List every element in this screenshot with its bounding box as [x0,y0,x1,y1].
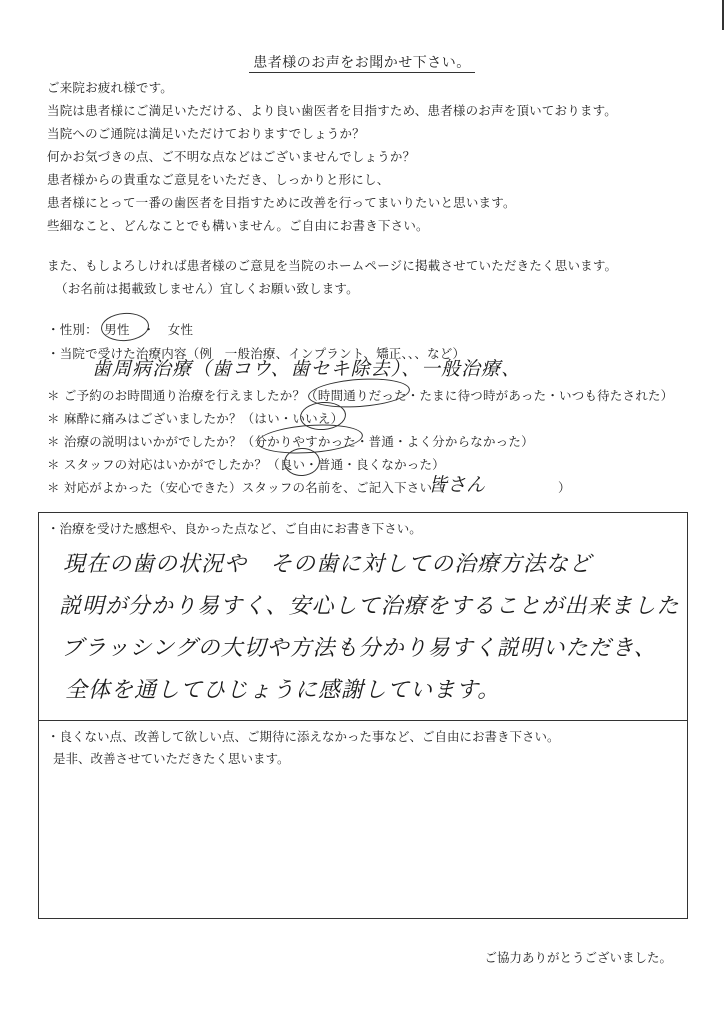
intro-line: 患者様にとって一番の歯医者を目指すために改善を行ってまいりたいと思います。 [47,195,516,210]
impressions-answer-line: 全体を通してひじょうに感謝しています。 [65,678,501,703]
intro-line: ご来院お疲れ様です。 [47,80,174,95]
impressions-answer-line: 説明が分かり易すく、安心して治療をすることが出来ました [59,594,680,619]
improvements-subtext: 是非、改善させていただきたく思います。 [53,751,290,766]
impressions-answer-line: 現在の歯の状況や その歯に対しての治療方法など [63,552,593,577]
question-explanation: ＊ 治療の説明はいかがでしたか？（分かりやすかった・普通・よく分からなかった） [47,434,534,449]
intro-line: 患者様からの貴重なご意見をいただき、しっかりと形にし、 [47,172,390,187]
impressions-prompt: ・治療を受けた感想や、良かった点など、ご自由にお書き下さい。 [47,521,422,536]
intro-line: 何かお気づきの点、ご不明な点などはございませんでしょうか？ [47,149,416,164]
improvements-prompt: ・良くない点、改善して欲しい点、ご期待に添えなかった事など、ご自由にお書き下さい。 [47,729,560,744]
intro-line: 当院は患者様にご満足いただける、より良い歯医者を目指すため、患者様のお声を頂いております。 [47,103,618,118]
scan-edge-mark [716,0,724,30]
question-schedule: ＊ ご予約のお時間通り治療を行えましたか？（時間通りだった・たまに待つ時があった・いつも待たされた） [47,388,674,403]
page-title: 患者様のお声をお聞かせ下さい。 [0,52,724,72]
treatment-handwritten-answer: 歯周病治療（歯コウ、歯セキ除去）、一般治療、 [92,358,521,380]
question-anesthesia: ＊ 麻酔に痛みはございましたか？（はい・いいえ） [47,411,344,426]
intro-line: 当院へのご通院は満足いただけておりますでしょうか？ [47,126,365,141]
staff-name-handwritten-answer: 皆さん [428,474,486,496]
impressions-box [38,512,688,721]
publish-notice-line: （お名前は掲載致しません）宜しくお願い致します。 [55,281,359,296]
intro-line: 些細なこと、どんなことでも構いません。ご自由にお書き下さい。 [47,218,429,233]
question-staff: ＊ スタッフの対応はいかがでしたか？（良い・普通・良くなかった） [47,457,445,472]
staff-name-close-paren: ） [558,480,571,495]
question-gender: ・性別： 男性 ・ 女性 [47,322,194,337]
impressions-answer-line: ブラッシングの大切や方法も分かり易すく説明いただき、 [61,636,657,661]
question-staff-name: ＊ 対応がよかった（安心できた）スタッフの名前を、ご記入下さい（ [47,480,445,495]
publish-notice-line: また、もしよろしければ患者様のご意見を当院のホームページに掲載させていただきたく思います。 [47,258,618,273]
thank-you-footer: ご協力ありがとうございました。 [484,950,672,965]
question-treatment: ・当院で受けた治療内容（例 一般治療、インプラント、矯正、、、など） [47,346,466,361]
improvements-box [38,719,688,919]
